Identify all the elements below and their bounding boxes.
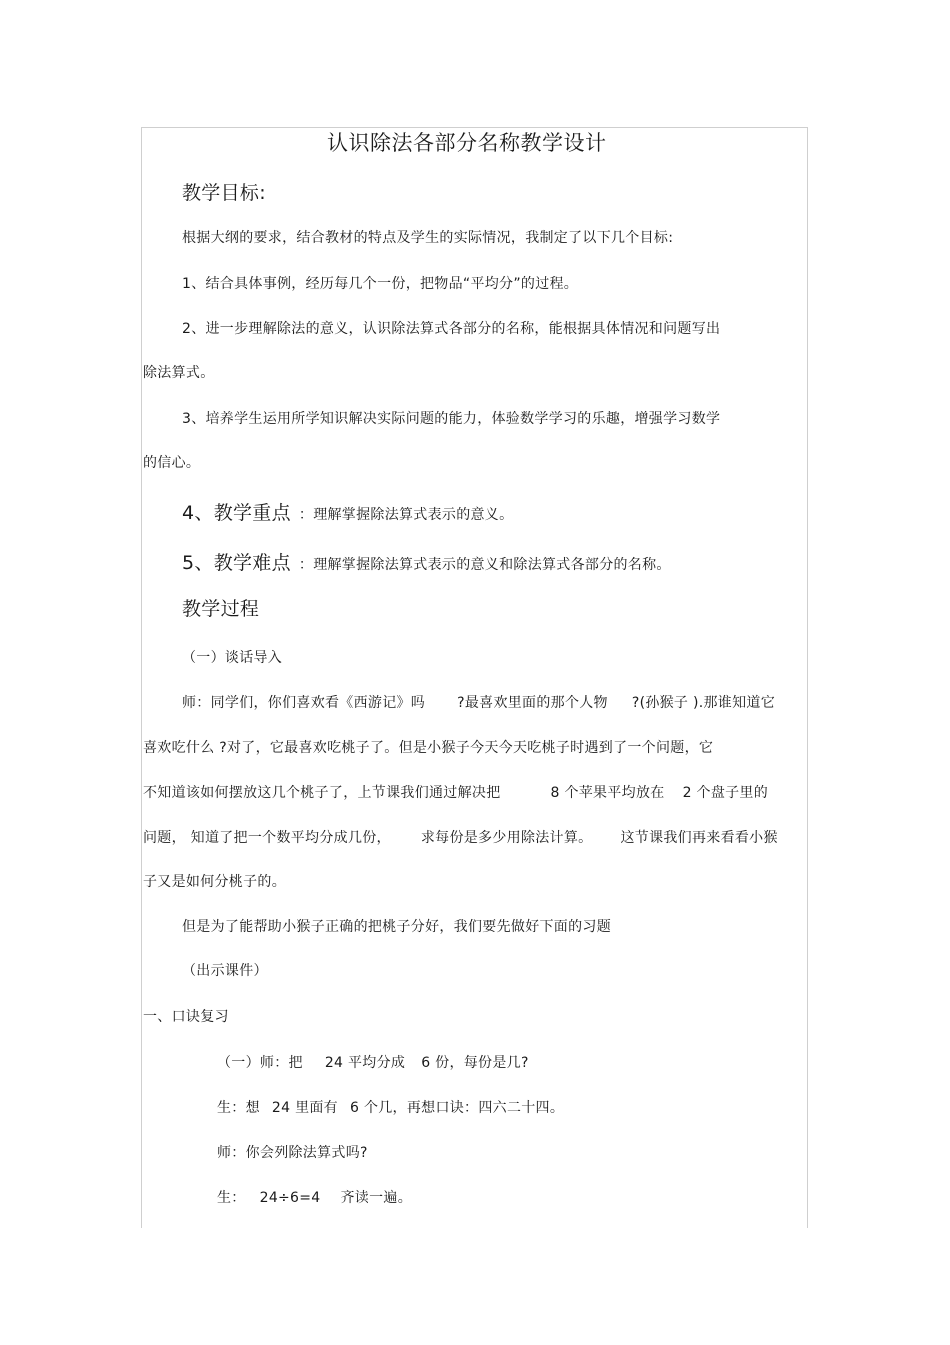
process-heading: 教学过程	[182, 598, 260, 620]
text-segment: 这节课我们再来看看小猴	[620, 830, 778, 846]
goals-heading: 教学目标:	[182, 182, 266, 204]
paragraph-1-line-4	[143, 829, 778, 847]
key-point-text: ：理解掌握除法算式表示的意义。	[298, 507, 514, 523]
part-1-heading: （一）谈话导入	[182, 650, 283, 666]
text-segment: ?(孙猴子 ).那谁知道它	[631, 695, 775, 711]
paragraph-1-line-1	[182, 694, 775, 712]
paragraph-1-line-2: 喜欢吃什么 ?对了，它最喜欢吃桃子了。但是小猴子今天今天吃桃子时遇到了一个问题，它	[143, 740, 714, 756]
paragraph-3: （出示课件）	[182, 963, 268, 979]
text-segment: 生：想	[217, 1100, 260, 1116]
goal-1: 1、结合具体事例，经历每几个一份，把物品“平均分”的过程。	[182, 276, 579, 292]
goal-3-line-1: 3、培养学生运用所学知识解决实际问题的能力，体验数学学习的乐趣，增强学习数学	[182, 411, 721, 427]
question-1	[217, 1054, 529, 1072]
goal-3-line-2: 的信心。	[143, 455, 201, 471]
goal-2-line-2: 除法算式。	[143, 365, 215, 381]
question-2: 师：你会列除法算式吗?	[217, 1145, 368, 1161]
text-segment: 24 里面有	[271, 1100, 338, 1116]
text-segment: 问题， 知道了把一个数平均分成几份，	[143, 830, 391, 846]
answer-2	[217, 1189, 412, 1207]
section-1-heading: 一、口诀复习	[143, 1009, 229, 1025]
key-point-heading: 4、教学重点	[182, 502, 291, 524]
text-segment: 齐读一遍。	[340, 1190, 412, 1206]
teaching-difficulty	[182, 551, 671, 577]
text-segment: 24 平均分成	[324, 1055, 406, 1071]
paragraph-1-line-5: 子又是如何分桃子的。	[143, 874, 286, 890]
text-segment: 6 个几，再想口诀：四六二十四。	[349, 1100, 565, 1116]
teaching-key-point	[182, 501, 513, 527]
text-segment: 不知道该如何摆放这几个桃子了，上节课我们通过解决把	[143, 785, 501, 801]
text-segment: 24÷6=4	[259, 1190, 321, 1206]
paragraph-1-line-3	[143, 784, 768, 802]
goal-2-line-1: 2、进一步理解除法的意义，认识除法算式各部分的名称，能根据具体情况和问题写出	[182, 321, 721, 337]
text-segment: 8 个苹果平均放在	[550, 785, 665, 801]
text-segment: 生：	[217, 1190, 246, 1206]
text-segment: 师：同学们，你们喜欢看《西游记》吗	[182, 695, 426, 711]
text-segment: 2 个盘子里的	[682, 785, 769, 801]
paragraph-2: 但是为了能帮助小猴子正确的把桃子分好，我们要先做好下面的习题	[182, 919, 611, 935]
text-segment: 6 份，每份是几?	[421, 1055, 529, 1071]
difficulty-heading: 5、教学难点	[182, 552, 291, 574]
answer-1	[217, 1099, 564, 1117]
text-segment: （一）师：把	[217, 1055, 303, 1071]
text-segment: 求每份是多少用除法计算。	[420, 830, 593, 846]
difficulty-text: ：理解掌握除法算式表示的意义和除法算式各部分的名称。	[298, 557, 671, 573]
goals-intro: 根据大纲的要求，结合教材的特点及学生的实际情况，我制定了以下几个目标:	[182, 230, 674, 246]
document-title: 认识除法各部分名称教学设计	[327, 131, 607, 155]
text-segment: ?最喜欢里面的那个人物	[457, 695, 608, 711]
